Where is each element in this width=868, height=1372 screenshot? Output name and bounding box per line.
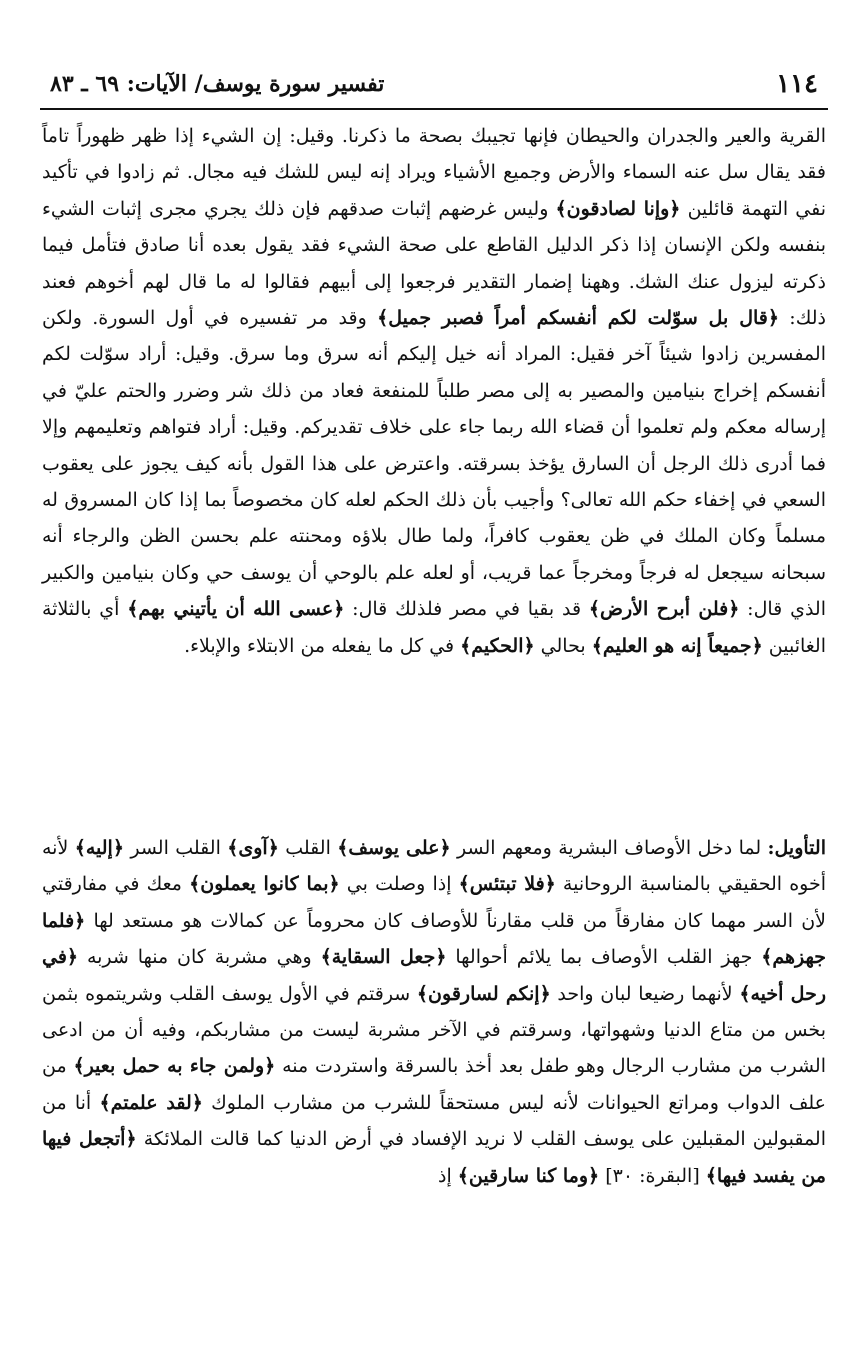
text-segment: وقد مر تفسيره في أول السورة. ولكن المفسرين زادوا شيئاً آخر فقيل: المراد أنه خيل إليكم أنه سرق وما سرق. وقيل: أراد سوّلت لكم أنفسكم إخراج بنيامين والمصير به إلى مصر طلباً للمنفعة فعاد من ذلك شر وضرر والحتم عليّ في إرساله معكم ولم تعلموا أن قضاء الله ربما جاء على خلاف تقديركم. وقيل: أراد فتواهم وتعليمهم وإلا فما أدرى ذلك الرجل أن السارق يؤخذ بسرقته. واعترض على هذا القول بأنه كيف يجوز على يعقوب السعي في إخفاء حكم الله تعالى؟ وأجيب بأن ذلك الحكم لعله كان مخصوصاً بما إذا كان المسروق له مسلماً وكان الملك في ظن يعقوب كافراً، ولما طال بلاؤه ومحنته علم بحسن الظن والرجاء أنه سبحانه سيجعل له فرجاً ومخرجاً عما قريب، أو لعله علم بالوحي أن يوسف حي وكان بنيامين والكبير الذي قال: — [42, 307, 826, 621]
interpretation-paragraph — [42, 830, 826, 1194]
text-segment: القلب — [278, 837, 338, 859]
quoted-verse: ﴿ولمن جاء به حمل بعير﴾ — [73, 1055, 276, 1078]
quoted-verse: ﴿وما كنا سارقين﴾ — [457, 1164, 600, 1187]
quoted-verse: ﴿قال بل سوّلت لكم أنفسكم أمراً فصبر جميل﴾ — [377, 307, 780, 330]
header-rule — [40, 108, 828, 110]
quoted-verse: ﴿عسى الله أن يأتيني بهم﴾ — [127, 598, 345, 621]
text-segment: [البقرة: ٣٠] — [599, 1164, 706, 1187]
quoted-verse: ﴿إليه﴾ — [74, 837, 124, 859]
text-segment: أي بالثلاثة الغائبين — [42, 598, 826, 657]
quoted-verse: ﴿فلن أبرح الأرض﴾ — [588, 598, 740, 621]
text-segment: في كل ما يفعله من الابتلاء والإبلاء. — [184, 634, 461, 657]
text-segment: القرية والعير والجدران والحيطان فإنها تجيبك بصحة ما ذكرنا. وقيل: إن الشيء إذا ظهر ظهوراً تاماً فقد يقال سل عنه السماء والأرض وجميع الأشياء ويراد إنه ليس للشك فيه مجال. ثم زادوا في تأكيد نفي التهمة قائلين — [42, 125, 827, 220]
text-segment: قد بقيا في مصر فلذلك قال: — [344, 598, 589, 621]
quoted-verse: ﴿فلما جهزهم﴾ — [42, 909, 827, 969]
quoted-verse: ﴿جميعاً إنه هو العليم﴾ — [591, 634, 763, 657]
text-segment: من علف الدواب ومراتع الحيوانات لأنه ليس مستحقاً للشرب من مشارب الملوك — [42, 1055, 827, 1114]
text-segment: القلب السر — [123, 837, 228, 859]
quoted-verse: ﴿وإنا لصادقون﴾ — [555, 197, 681, 220]
text-segment: لأنه أخوه الحقيقي بالمناسبة الروحانية — [42, 837, 826, 896]
quoted-verse: ﴿آوى﴾ — [227, 837, 279, 859]
quoted-verse: ﴿فلا تبتئس﴾ — [458, 873, 556, 896]
quoted-verse: ﴿جعل السقاية﴾ — [320, 946, 447, 969]
quoted-verse: ﴿في رحل أخيه﴾ — [42, 946, 826, 1005]
text-segment: وليس غرضهم إثبات صدقهم فإن ذلك يجري مجرى إثبات الشيء بنفسه ولكن الإنسان إذا ذكر الدليل القاطع على صحة الشيء فقد يقول بعده أنا صادق فتأمل فيما ذكرته ليزول عنك الشك. وههنا إضمار التقدير فرجعوا إلى أبيهم فقالوا له ما قال لهم أخوهم فعند ذلك: — [42, 197, 826, 330]
text-segment: إذ — [438, 1164, 458, 1187]
text-segment: بحالي — [534, 634, 592, 657]
quoted-verse: ﴿لقد علمتم﴾ — [99, 1091, 203, 1114]
quoted-verse: ﴿أتجعل فيها من يفسد فيها﴾ — [42, 1128, 826, 1187]
text-segment: معك في مفارقتي لأن السر مهما كان مفارقاً من قلب مقارناً للأوصاف كان محروماً عن كمالات هو مستعد لها — [42, 873, 826, 932]
text-segment: لأنهما رضيعا لبان واحد — [550, 982, 740, 1005]
running-title: تفسير سورة يوسف/ الآيات: ٦٩ ـ ٨٣ — [50, 71, 385, 97]
quoted-verse: ﴿بما كانوا يعملون﴾ — [189, 873, 340, 896]
text-segment: لما دخل الأوصاف البشرية ومعهم السر — [450, 837, 768, 859]
quoted-verse: ﴿على يوسف﴾ — [337, 837, 451, 859]
quoted-verse: ﴿الحكيم﴾ — [460, 634, 535, 657]
page-header — [40, 68, 828, 106]
text-segment: وهي مشربة كان منها شربه — [78, 946, 321, 969]
text-segment: إذا وصلت بي — [339, 873, 459, 896]
interpretation-text-block — [42, 830, 826, 1194]
quoted-verse: التأويل: — [767, 837, 826, 859]
page-number: ١١٤ — [776, 69, 818, 99]
main-text-block — [42, 118, 826, 664]
text-segment: سرقتم في الأول يوسف القلب وشريتموه بثمن بخس من متاع الدنيا وشهواتها، وسرقتم في الآخر مشربة ليست من مشاربكم، وفيه أن من ادعى الشرب من مشارب الرجال وهو طفل بعد أخذ بالسرقة واستردت منه — [42, 982, 826, 1078]
text-segment: جهز القلب الأوصاف بما يلائم أحوالها — [446, 946, 762, 969]
text-segment: أنا من المقبولين المقبلين على يوسف القلب لا نريد الإفساد في أرض الدنيا كما قالت الملائكة — [42, 1091, 826, 1151]
commentary-paragraph — [42, 118, 826, 664]
quoted-verse: ﴿إنكم لسارقون﴾ — [416, 982, 551, 1005]
